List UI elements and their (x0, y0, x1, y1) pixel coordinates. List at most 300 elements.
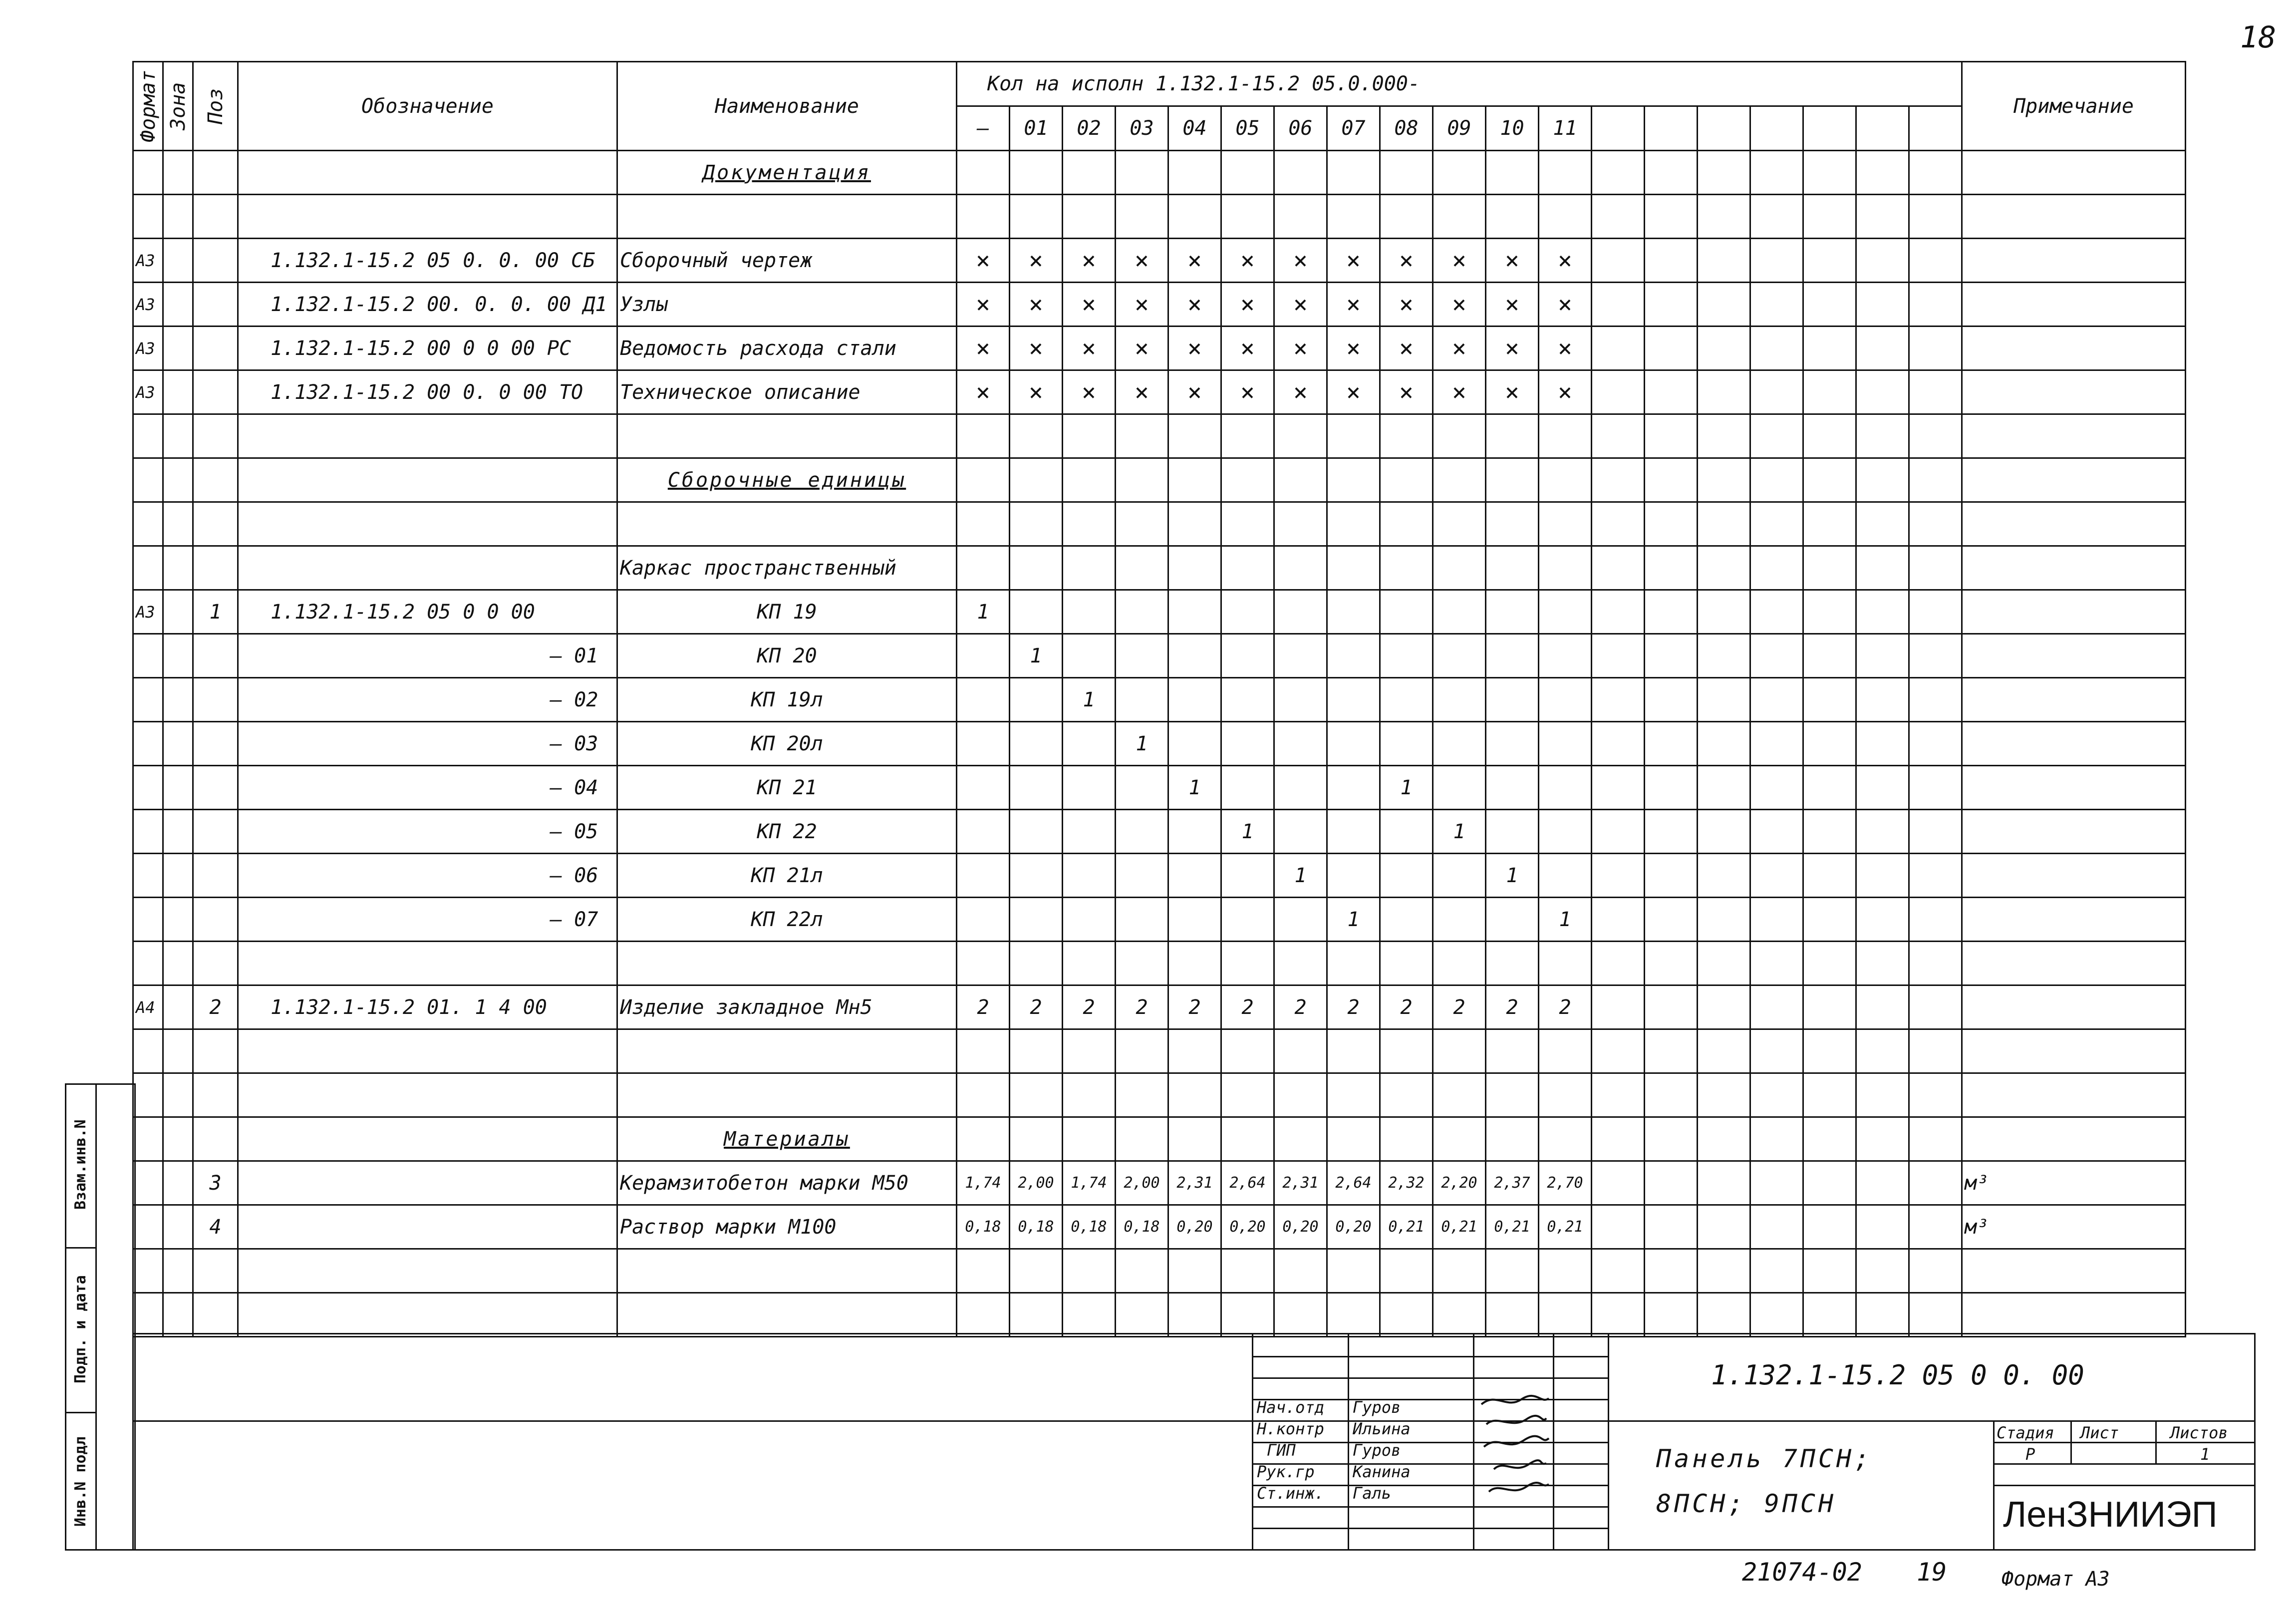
qty-cell-empty (1750, 151, 1803, 195)
qty-cell: 1 (1221, 810, 1274, 854)
specification-table (132, 61, 2186, 1337)
role-5-name: Галь (1353, 1484, 1392, 1503)
qty-cell (1486, 766, 1539, 810)
qty-cell (1168, 1249, 1221, 1293)
qty-cell-empty (1645, 151, 1698, 195)
title-block-code: 1.132.1-15.2 05 0 0. 00 (1711, 1359, 2084, 1391)
cell-name (617, 1293, 957, 1337)
qty-cell (1010, 898, 1063, 942)
qty-cell-empty (1750, 195, 1803, 239)
cell-name (617, 1073, 957, 1117)
qty-cell-empty (1856, 326, 1909, 370)
qty-cell (1486, 634, 1539, 678)
cell-format (133, 766, 163, 810)
cell-zone (163, 414, 193, 458)
qty-cell (1486, 898, 1539, 942)
cell-designation (238, 1073, 617, 1117)
qty-cell: × (1327, 239, 1380, 283)
qty-cell: × (1327, 326, 1380, 370)
cell-zone (163, 151, 193, 195)
qty-cell (1433, 1029, 1486, 1073)
role-3: ГИП (1267, 1441, 1296, 1460)
designation-code (241, 864, 271, 887)
qty-cell (1221, 414, 1274, 458)
qty-cell: 1 (957, 590, 1010, 634)
col-note-header: Примечание (1962, 62, 2186, 151)
qty-cell (1486, 151, 1539, 195)
qty-cell (1010, 722, 1063, 766)
qty-cell (1539, 1073, 1592, 1117)
cell-pos (193, 1117, 238, 1161)
qty-cell (1221, 502, 1274, 546)
designation-code: 1.132.1-15.2 05 0. 0. 00 СБ (271, 249, 595, 272)
qty-cell (1116, 151, 1168, 195)
cell-name (617, 678, 957, 722)
qty-cell-empty (1803, 502, 1856, 546)
cell-pos (193, 151, 238, 195)
variant-header-10: 10 (1486, 106, 1539, 151)
cell-format (133, 195, 163, 239)
item-name: Узлы (620, 293, 668, 316)
qty-cell (1539, 546, 1592, 590)
qty-cell (1433, 1293, 1486, 1337)
cell-designation (238, 326, 617, 370)
col-format-header: Формат (133, 62, 163, 151)
qty-cell (1539, 458, 1592, 502)
qty-cell (1221, 1293, 1274, 1337)
cell-pos (193, 942, 238, 985)
role-2-name: Ильина (1353, 1419, 1411, 1438)
qty-cell: 1 (1539, 898, 1592, 942)
cell-format (133, 722, 163, 766)
qty-cell: 2 (1168, 985, 1221, 1029)
qty-cell: 1 (1486, 854, 1539, 898)
qty-cell: 1,74 (1063, 1161, 1116, 1205)
qty-cell-empty (1698, 1029, 1750, 1073)
qty-cell: 2 (1486, 985, 1539, 1029)
col-designation-header: Обозначение (238, 62, 617, 151)
qty-cell-empty (1803, 1029, 1856, 1073)
qty-cell-empty (1750, 546, 1803, 590)
qty-cell-empty (1750, 283, 1803, 326)
cell-pos (193, 195, 238, 239)
qty-cell: 0,21 (1433, 1205, 1486, 1249)
cell-zone (163, 810, 193, 854)
qty-cell (1486, 678, 1539, 722)
role-2: Н.контр (1257, 1419, 1324, 1438)
qty-cell-empty (1592, 458, 1645, 502)
qty-cell (1327, 1293, 1380, 1337)
qty-cell-empty (1750, 370, 1803, 414)
qty-cell-empty (1645, 810, 1698, 854)
cell-format (133, 678, 163, 722)
qty-cell (1010, 942, 1063, 985)
qty-cell (1116, 195, 1168, 239)
qty-cell-empty (1803, 370, 1856, 414)
qty-cell: × (1486, 239, 1539, 283)
qty-cell (957, 151, 1010, 195)
qty-cell (1168, 1029, 1221, 1073)
sheet-label: Лист (2080, 1423, 2119, 1442)
qty-cell: × (1274, 283, 1327, 326)
qty-cell (1168, 722, 1221, 766)
qty-cell-empty (1698, 546, 1750, 590)
qty-cell-empty (1592, 810, 1645, 854)
qty-cell (1221, 458, 1274, 502)
variant-header-0: — (957, 106, 1010, 151)
qty-cell-empty (1856, 1205, 1909, 1249)
qty-cell (1063, 942, 1116, 985)
qty-cell (1063, 151, 1116, 195)
qty-cell-empty (1698, 151, 1750, 195)
qty-cell (1433, 1073, 1486, 1117)
qty-cell (1380, 458, 1433, 502)
qty-cell-empty (1856, 151, 1909, 195)
item-name: Ведомость расхода стали (620, 336, 896, 360)
qty-cell-empty (1698, 326, 1750, 370)
qty-cell (1221, 634, 1274, 678)
cell-designation (238, 810, 617, 854)
cell-name (617, 766, 957, 810)
qty-cell-empty (1909, 766, 1962, 810)
cell-pos (193, 678, 238, 722)
table-row (133, 1249, 2186, 1293)
qty-cell-empty (1645, 678, 1698, 722)
cell-designation (238, 1161, 617, 1205)
col-qty-header: Кол на исполн 1.132.1-15.2 05.0.000- (957, 62, 1962, 106)
qty-cell-empty (1645, 985, 1698, 1029)
qty-cell (1433, 502, 1486, 546)
qty-cell-empty (1698, 766, 1750, 810)
qty-cell (1063, 195, 1116, 239)
qty-cell-empty (1698, 458, 1750, 502)
title-block (132, 1333, 2256, 1551)
table-row (133, 458, 2186, 502)
qty-cell (1221, 898, 1274, 942)
qty-cell (1486, 195, 1539, 239)
qty-cell (1116, 1029, 1168, 1073)
qty-cell: × (1274, 370, 1327, 414)
table-row (133, 854, 2186, 898)
qty-cell: 2 (1010, 985, 1063, 1029)
qty-cell-empty (1698, 1161, 1750, 1205)
cell-format (133, 854, 163, 898)
variant-header-6: 06 (1274, 106, 1327, 151)
cell-format: А3 (133, 370, 163, 414)
qty-cell-empty (1803, 458, 1856, 502)
qty-cell-empty (1909, 458, 1962, 502)
cell-zone (163, 634, 193, 678)
qty-cell: × (1380, 326, 1433, 370)
cell-name (617, 634, 957, 678)
qty-cell: × (1168, 239, 1221, 283)
cell-format (133, 458, 163, 502)
variant-header-8: 08 (1380, 106, 1433, 151)
qty-cell (957, 898, 1010, 942)
qty-cell (1063, 722, 1116, 766)
designation-code (241, 1128, 271, 1151)
cell-zone (163, 766, 193, 810)
cell-format (133, 942, 163, 985)
qty-cell-empty (1750, 1293, 1803, 1337)
qty-cell: × (1327, 283, 1380, 326)
qty-cell-empty (1750, 1073, 1803, 1117)
qty-cell-empty (1698, 898, 1750, 942)
qty-cell (1274, 678, 1327, 722)
qty-cell-empty (1803, 1249, 1856, 1293)
qty-cell (1380, 854, 1433, 898)
qty-cell (1327, 810, 1380, 854)
qty-cell (957, 546, 1010, 590)
variant-header-empty (1592, 106, 1645, 151)
item-name: Техническое описание (620, 380, 861, 404)
qty-cell-empty (1750, 942, 1803, 985)
qty-cell-empty (1645, 1205, 1698, 1249)
qty-cell (1433, 546, 1486, 590)
qty-cell (1221, 1073, 1274, 1117)
qty-cell-empty (1909, 942, 1962, 985)
qty-cell (1063, 546, 1116, 590)
cell-format (133, 1205, 163, 1249)
qty-cell: × (1539, 370, 1592, 414)
qty-cell-empty (1803, 546, 1856, 590)
qty-cell (1327, 942, 1380, 985)
item-name: Документация (703, 161, 871, 184)
qty-cell (957, 810, 1010, 854)
qty-cell: 0,20 (1221, 1205, 1274, 1249)
qty-cell: × (1433, 326, 1486, 370)
qty-cell (1433, 590, 1486, 634)
qty-cell: × (1221, 370, 1274, 414)
qty-cell-empty (1909, 1073, 1962, 1117)
qty-cell (1116, 678, 1168, 722)
qty-cell (1010, 1293, 1063, 1337)
qty-cell: 2,31 (1274, 1161, 1327, 1205)
qty-cell: 1 (1116, 722, 1168, 766)
cell-pos (193, 634, 238, 678)
side-stamp-sign-label: Подп. и дата (72, 1275, 89, 1384)
qty-cell: × (1539, 326, 1592, 370)
qty-cell (1274, 195, 1327, 239)
qty-cell-empty (1909, 239, 1962, 283)
cell-zone (163, 942, 193, 985)
qty-cell-empty (1750, 634, 1803, 678)
cell-note: м³ (1962, 1205, 2186, 1249)
qty-cell-empty (1592, 1205, 1645, 1249)
qty-cell (1539, 195, 1592, 239)
table-row (133, 634, 2186, 678)
cell-note (1962, 722, 2186, 766)
cell-designation (238, 590, 617, 634)
designation-code (241, 1303, 271, 1326)
qty-cell (1168, 898, 1221, 942)
side-stamp-inv-label: Инв.N подл (72, 1436, 89, 1527)
cell-name (617, 854, 957, 898)
qty-cell-empty (1698, 195, 1750, 239)
qty-cell-empty (1750, 854, 1803, 898)
qty-cell (1274, 634, 1327, 678)
designation-suffix: — 07 (550, 908, 598, 931)
qty-cell: 1 (1327, 898, 1380, 942)
qty-cell (1168, 546, 1221, 590)
role-4-name: Канина (1353, 1462, 1411, 1481)
cell-designation (238, 1293, 617, 1337)
cell-designation (238, 985, 617, 1029)
page-number: 18 (2240, 20, 2277, 55)
qty-cell (1010, 1073, 1063, 1117)
qty-cell-empty (1698, 1073, 1750, 1117)
qty-cell-empty (1856, 810, 1909, 854)
qty-cell (1116, 458, 1168, 502)
cell-pos (193, 1029, 238, 1073)
qty-cell-empty (1803, 590, 1856, 634)
variant-header-empty (1909, 106, 1962, 151)
qty-cell-empty (1909, 370, 1962, 414)
qty-cell-empty (1803, 283, 1856, 326)
qty-cell (1010, 546, 1063, 590)
cell-pos (193, 458, 238, 502)
qty-cell (1168, 151, 1221, 195)
table-row (133, 1029, 2186, 1073)
qty-cell: × (1010, 239, 1063, 283)
designation-code: 1.132.1-15.2 01. 1 4 00 (271, 995, 547, 1019)
variant-header-3: 03 (1116, 106, 1168, 151)
qty-cell (957, 1073, 1010, 1117)
cell-pos (193, 414, 238, 458)
qty-cell (1063, 898, 1116, 942)
qty-cell-empty (1698, 634, 1750, 678)
cell-designation (238, 1249, 617, 1293)
qty-cell: 2 (1116, 985, 1168, 1029)
cell-note (1962, 942, 2186, 985)
cell-pos (193, 326, 238, 370)
qty-cell (1116, 546, 1168, 590)
designation-suffix: — 03 (550, 732, 598, 755)
designation-code (241, 469, 271, 492)
qty-cell: × (957, 239, 1010, 283)
qty-cell: × (1486, 326, 1539, 370)
qty-cell-empty (1803, 1205, 1856, 1249)
qty-cell (1539, 942, 1592, 985)
cell-zone (163, 239, 193, 283)
cell-zone (163, 722, 193, 766)
cell-zone (163, 1073, 193, 1117)
variant-header-9: 09 (1433, 106, 1486, 151)
cell-note (1962, 1249, 2186, 1293)
qty-cell-empty (1592, 634, 1645, 678)
qty-cell-empty (1750, 1249, 1803, 1293)
cell-pos (193, 766, 238, 810)
item-name: КП 20 (757, 644, 817, 667)
qty-cell (1539, 1249, 1592, 1293)
qty-cell (1116, 1117, 1168, 1161)
qty-cell-empty (1909, 634, 1962, 678)
qty-cell: 2,20 (1433, 1161, 1486, 1205)
qty-cell (1116, 810, 1168, 854)
qty-cell (1010, 678, 1063, 722)
qty-cell-empty (1909, 678, 1962, 722)
qty-cell-empty (1803, 1161, 1856, 1205)
cell-name (617, 151, 957, 195)
qty-cell: × (1063, 239, 1116, 283)
qty-cell-empty (1592, 414, 1645, 458)
cell-zone (163, 898, 193, 942)
qty-cell (1274, 1073, 1327, 1117)
qty-cell: 2 (957, 985, 1010, 1029)
qty-cell (1327, 1029, 1380, 1073)
table-row (133, 678, 2186, 722)
cell-zone (163, 854, 193, 898)
qty-cell (1274, 1029, 1327, 1073)
qty-cell-empty (1909, 283, 1962, 326)
qty-cell-empty (1750, 590, 1803, 634)
cell-zone (163, 195, 193, 239)
designation-code: 1.132.1-15.2 00. 0. 0. 00 Д1 (271, 293, 607, 316)
cell-name (617, 590, 957, 634)
qty-cell: 2 (1063, 985, 1116, 1029)
qty-cell: × (1221, 239, 1274, 283)
cell-note (1962, 326, 2186, 370)
qty-cell (1327, 1117, 1380, 1161)
qty-cell (1433, 942, 1486, 985)
qty-cell-empty (1856, 458, 1909, 502)
qty-cell (1010, 1117, 1063, 1161)
cell-format (133, 1029, 163, 1073)
qty-cell (1063, 1249, 1116, 1293)
item-name: Раствор марки М100 (620, 1215, 837, 1239)
cell-pos: 4 (193, 1205, 238, 1249)
qty-cell: 1 (1274, 854, 1327, 898)
table-row (133, 722, 2186, 766)
qty-cell: 2,00 (1116, 1161, 1168, 1205)
qty-cell-empty (1592, 590, 1645, 634)
table-row (133, 1293, 2186, 1337)
qty-cell-empty (1856, 546, 1909, 590)
variant-header-empty (1856, 106, 1909, 151)
qty-cell (1063, 458, 1116, 502)
qty-cell (1539, 590, 1592, 634)
qty-cell-empty (1856, 590, 1909, 634)
cell-zone (163, 326, 193, 370)
cell-designation (238, 151, 617, 195)
table-row (133, 283, 2186, 326)
item-name: Керамзитобетон марки М50 (620, 1171, 908, 1195)
qty-cell-empty (1592, 151, 1645, 195)
qty-cell (957, 942, 1010, 985)
cell-format (133, 1161, 163, 1205)
qty-cell-empty (1698, 854, 1750, 898)
cell-designation (238, 458, 617, 502)
qty-cell (1433, 195, 1486, 239)
qty-cell (1380, 1029, 1433, 1073)
sheets-label: Листов (2170, 1423, 2228, 1442)
cell-name (617, 942, 957, 985)
table-row (133, 239, 2186, 283)
qty-cell-empty (1698, 1117, 1750, 1161)
qty-cell: 2,32 (1380, 1161, 1433, 1205)
qty-cell-empty (1645, 590, 1698, 634)
qty-cell (1486, 458, 1539, 502)
qty-cell-empty (1909, 854, 1962, 898)
cell-pos (193, 1249, 238, 1293)
designation-code: 1.132.1-15.2 00 0 0 00 РС (271, 336, 572, 360)
qty-cell-empty (1592, 326, 1645, 370)
cell-note (1962, 546, 2186, 590)
qty-cell (1221, 942, 1274, 985)
cell-pos (193, 810, 238, 854)
cell-format (133, 1073, 163, 1117)
qty-cell-empty (1856, 898, 1909, 942)
